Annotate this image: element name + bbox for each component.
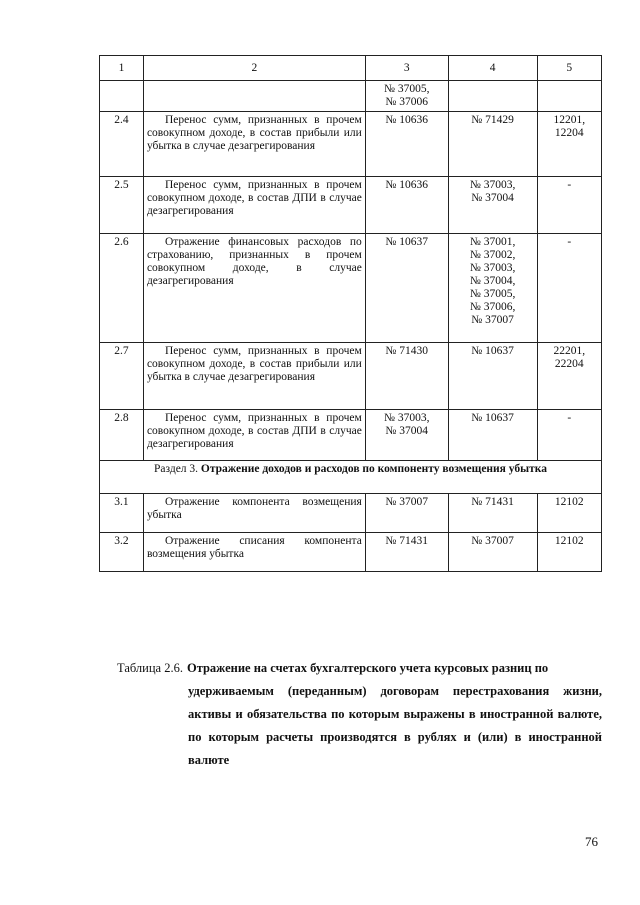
credit-account: № 10637 — [448, 343, 537, 410]
debit-account: № 10637 — [365, 234, 448, 343]
row-description: Отражение списания компонента возмещения убытка — [143, 533, 365, 572]
row-description: Перенос сумм, признанных в прочем совокупном доходе, в состав ДПИ в случае дезагрегирования — [143, 177, 365, 234]
debit-account: № 10636 — [365, 112, 448, 177]
header-cell: 1 — [100, 56, 144, 81]
row-description: Перенос сумм, признанных в прочем совокупном доходе, в состав прибыли или убытка в случае дезагрегирования — [143, 112, 365, 177]
caption-title-rest: удерживаемым (переданным) договорам перестрахования жизни, активы и обязательства по которым выражены в иностранной валюте, по которым расчеты производятся в рублях и (или) в иностранной валюте — [188, 684, 602, 767]
row-description: Отражение компонента возмещения убытка — [143, 494, 365, 533]
page-number: 76 — [585, 834, 598, 849]
table-row — [100, 177, 602, 234]
table-row — [100, 494, 602, 533]
credit-account: № 37007 — [448, 533, 537, 572]
header-cell: 2 — [143, 56, 365, 81]
section-row — [100, 461, 602, 494]
table-caption — [117, 657, 602, 772]
credit-account: № 37003, № 37004 — [448, 177, 537, 234]
row-description: Отражение финансовых расходов по страхованию, признанных в прочем совокупном доходе, в случае дезагрегирования — [143, 234, 365, 343]
table-row — [100, 343, 602, 410]
credit-account: № 10637 — [448, 410, 537, 461]
row-number: 3.2 — [100, 533, 144, 572]
table-row — [100, 112, 602, 177]
symbol-code: - — [537, 234, 601, 343]
row-description: Перенос сумм, признанных в прочем совокупном доходе, в состав прибыли или убытка в случае дезагрегирования — [143, 343, 365, 410]
header-cell: 5 — [537, 56, 601, 81]
section-prefix: Раздел 3. — [154, 463, 201, 475]
credit-account — [448, 81, 537, 112]
credit-account: № 71429 — [448, 112, 537, 177]
row-number — [100, 81, 144, 112]
row-number: 2.7 — [100, 343, 144, 410]
row-number: 2.5 — [100, 177, 144, 234]
credit-account: № 37001, № 37002, № 37003, № 37004, № 37005, № 37006, № 37007 — [448, 234, 537, 343]
table-row — [100, 410, 602, 461]
debit-account: № 71431 — [365, 533, 448, 572]
debit-account: № 37005, № 37006 — [365, 81, 448, 112]
caption-title-line1: Отражение на счетах бухгалтерского учета курсовых разниц по — [186, 661, 549, 675]
table-row — [100, 533, 602, 572]
row-number: 2.6 — [100, 234, 144, 343]
accounting-table — [99, 55, 602, 572]
symbol-code: 12102 — [537, 494, 601, 533]
symbol-code: - — [537, 177, 601, 234]
row-number: 2.4 — [100, 112, 144, 177]
symbol-code: 12102 — [537, 533, 601, 572]
row-description — [143, 81, 365, 112]
symbol-code: 12201, 12204 — [537, 112, 601, 177]
debit-account: № 37003, № 37004 — [365, 410, 448, 461]
table-row — [100, 234, 602, 343]
table-header-row — [100, 56, 602, 81]
symbol-code: - — [537, 410, 601, 461]
section-heading — [100, 461, 602, 494]
symbol-code — [537, 81, 601, 112]
credit-account: № 71431 — [448, 494, 537, 533]
header-cell: 4 — [448, 56, 537, 81]
table-row — [100, 81, 602, 112]
row-number: 2.8 — [100, 410, 144, 461]
row-number: 3.1 — [100, 494, 144, 533]
debit-account: № 10636 — [365, 177, 448, 234]
debit-account: № 37007 — [365, 494, 448, 533]
row-description: Перенос сумм, признанных в прочем совокупном доходе, в состав ДПИ в случае дезагрегирования — [143, 410, 365, 461]
section-title: Отражение доходов и расходов по компоненту возмещения убытка — [200, 463, 547, 475]
symbol-code: 22201, 22204 — [537, 343, 601, 410]
debit-account: № 71430 — [365, 343, 448, 410]
caption-label: Таблица 2.6. — [117, 661, 183, 675]
header-cell: 3 — [365, 56, 448, 81]
